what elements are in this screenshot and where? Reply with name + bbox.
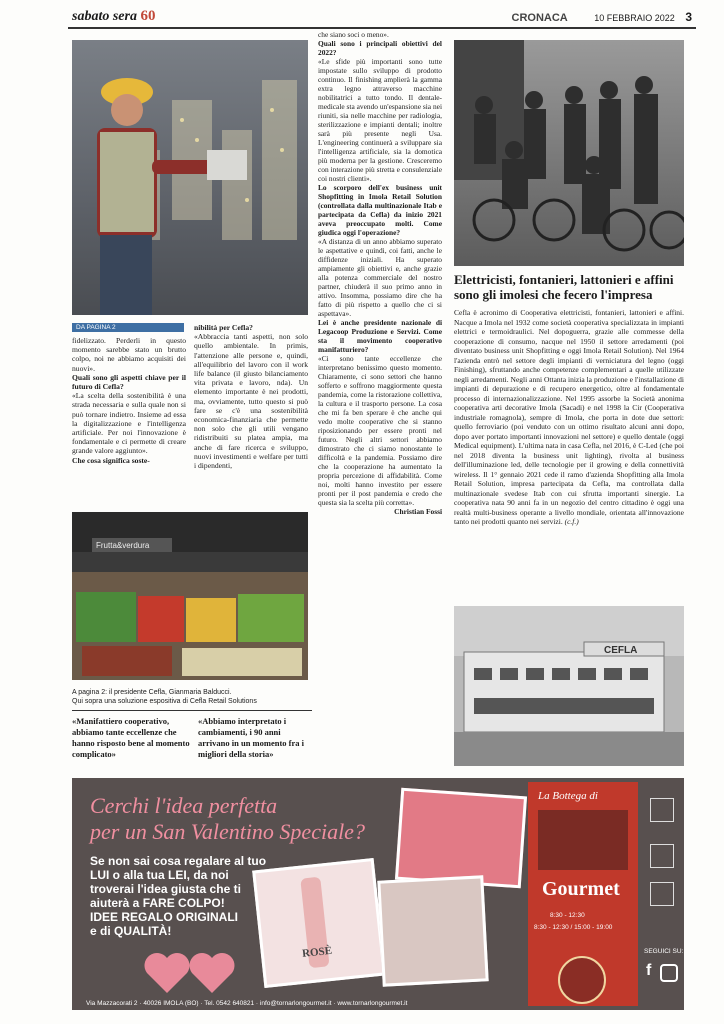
certification-icon-1 xyxy=(650,798,674,822)
heart-icon xyxy=(142,948,252,998)
worker-photo xyxy=(72,40,308,315)
col3-question-1: Quali sono i principali obiettivi del 2022? xyxy=(318,39,442,57)
ad-brand-panel xyxy=(528,782,638,1006)
ad-product-cups xyxy=(377,875,488,986)
col3-paragraph-1: «Le sfide più importanti sono tutte impostate sullo sviluppo di prodotto continuo. Il finishing amplierà la gamma extra legno attraverso macchine nobilitatrici a tutto tondo. Il dentale-medicale sta avendo un'espansione sia nei riuniti, sia nelle macchine per radiologia, sterilizzazione e impianti dentali; inoltre sarà più presente negli Usa. L'engineering continuerà a sviluppare sia l'intelligenza artificiale, sia la domotica più moderna per la gestione. Cresceremo con interazione più stretta e consulenziale coi nostri clienti». xyxy=(318,57,442,183)
article-col-3 xyxy=(318,30,442,516)
col3-question-2: Lo scorporo dell'ex business unit Shopfitting in Imola Retail Solution (controllata dalla multinazionale Itab e partecipata da Cefla) da inizio 2021 aveva preoccupato molti. Come giudica oggi l'operazione? xyxy=(318,183,442,237)
historic-group-photo xyxy=(454,40,684,266)
page-number-right: 3 xyxy=(685,10,692,24)
store-illustration xyxy=(72,512,308,680)
col2-paragraph: «Abbraccia tanti aspetti, non solo quello ambientale. In primis, l'attenzione alle persone e, quindi, all'equilibrio del lavoro con il work life balance (il giusto bilanciamento vita privata e lavoro, nda). Un elemento importante è nei prodotti, ma, ovviamente, tutto questo si può fare se c'è una sostenibilità economica-finanziaria che permette non solo che gli utili vengano ridistribuiti su platea ampia, ma anche di fare ricerca e sviluppo, nuovi investimenti e welfare per tutti i dipendenti, xyxy=(194,332,308,471)
box-headline: Elettricisti, fontanieri, lattonieri e affini sono gli imolesi che fecero l'impresa xyxy=(454,272,674,302)
pull-quote-right: «Abbiamo interpretato i cambiamenti, i 90 anni arrivano in un momento fra i migliori della storia» xyxy=(198,716,305,759)
brand-top: La Bottega di xyxy=(538,790,598,802)
hours-2: 8:30 - 12:30 / 15:00 - 19:00 xyxy=(534,924,613,931)
from-page-label: DA PAGINA 2 xyxy=(72,323,184,332)
masthead xyxy=(72,8,155,25)
building-photo xyxy=(454,606,684,766)
bottle-label: ROSÈ xyxy=(301,944,333,960)
col1-question-1: Quali sono gli aspetti chiave per il futuro di Cefla? xyxy=(72,372,186,392)
box-body-text: Cefla è acronimo di Cooperativa elettricisti, fontanieri, lattonieri e affini. Nacque a Imola nel 1932 come società cooperativa specializzata in impianti elettrici e termoidraulici. Nel dopoguerra, grazie alle commesse della cooperazione di consumo, nacque nel 1950 il settore arredamenti (poi diventato business unit Shopfitting e oggi Imola Retail Solution). Nel 1964 l'azienda entrò nel settore degli impianti di verniciatura del legno (oggi Finishing), sfruttando anche competenze complementari a quelle utilizzate negli arredamenti. Negli anni Ottanta inizia la produzione e l'installazione di impianti di depurazione e di recupero energetico, oltre al fondamentale processo di internazionalizzazione. Nel 1995 assorbe la Società anonima cooperativa arti decorative Imola (Sacadi) e nel 1998 la Cir (Cooperativa industriale romagnola), sempre di Imola, che porta in dote due settori: quello ferroviario (poi venduto con un ottimo risultato alcuni anni dopo, dopo aver portato importanti innovazioni nel settore) e quello dentale (oggi Medical equipment). L'ultima nata in casa Cefla, nel 2016, è C-Led (che poi nel 2018 diventa la business unit lighting), rivolta al business dell'illuminazione led, delle tecnologie per il growing e della connettività wireless. Il 1° gennaio 2021 cede il ramo d'azienda Shopfitting alla Imola Retail Solution, impresa partecipata da Cefla, ma controllata dalla multinazionale svedese Itab con cui sfrutta importanti sinergie. La cooperativa nata 90 anni fa in un negozio del centro cittadino è oggi una realtà multi-business operante a livello mondiale, orientata all'innovazione tanto nei prodotti quanto nei servizi. xyxy=(454,308,684,526)
worker-illustration xyxy=(72,40,308,315)
col1-paragraph-1: fidelizzato. Perderli in questo momento sarebbe stato un brutto colpo, noi ne abbiamo acquisiti dei nuovi». xyxy=(72,336,186,373)
ad-title-line-1: Cerchi l'idea perfetta xyxy=(90,793,278,818)
brand-images xyxy=(538,810,628,870)
hours-1: 8:30 - 12:30 xyxy=(550,912,585,919)
certification-icon-2 xyxy=(650,844,674,868)
brand-seal-icon xyxy=(558,956,606,1004)
ad-title-line-2: per un San Valentino Speciale? xyxy=(90,819,365,844)
ad-footer: Via Mazzacorati 2 · 40026 IMOLA (BO) · Tel. 0542 640821 · info@tornarlongourmet.it · www.tornarlongourmet.it xyxy=(86,1000,408,1007)
group-illustration xyxy=(454,40,684,266)
building-sign: CEFLA xyxy=(604,645,638,656)
caption-line-2: Qui sopra una soluzione espositiva di Cefla Retail Solutions xyxy=(72,698,257,705)
col3-question-3: Lei è anche presidente nazionale di Legacoop Produzione e Servizi. Come sta il movimento cooperativo manifatturiero? xyxy=(318,318,442,354)
ad-line-3: troverai l'idea giusta che ti xyxy=(90,882,241,896)
col1-paragraph-2: «La scelta della sostenibilità è una strada necessaria e sulla quale non si può tornare indietro. Insieme ad essa la digitalizzazione e l'intelligenza artificiale. Per noi l'innovazione è fondamentale e ci permette di creare grande valore aggiunto». xyxy=(72,391,186,456)
section-header xyxy=(512,10,693,24)
ad-product-wine xyxy=(252,858,386,988)
col3-paragraph-0: che siano soci o meno». xyxy=(318,30,389,39)
page-number-left: 60 xyxy=(140,8,156,24)
ad-line-5: IDEE REGALO ORIGINALI xyxy=(90,910,239,924)
store-sign: Frutta&verdura xyxy=(96,541,150,550)
issue-date: 10 FEBBRAIO 2022 xyxy=(594,13,675,23)
ad-line-1: Se non sai cosa regalare al tuo xyxy=(90,854,267,868)
box-signature: (c.f.) xyxy=(564,517,579,526)
brand-name: Gourmet xyxy=(542,878,620,900)
col3-paragraph-3: «Ci sono tante eccellenze che interpretano benissimo questo momento. Chiaramente, ci sono settori che hanno sofferto e soffrono maggiormente questa pandemia, come la ristorazione collettiva, la cultura e il trasporto persone. La cosa che mi fa ben sperare è che anche qui vedo molte cooperative che si stanno riposizionando per essere pronti nel futuro. Negli altri settori abbiamo dimostrato che ci siamo nonostante le difficoltà e la pandemia. Possiamo dire che la cooperazione ha aumentato la propria percezione di affidabilità. Come noi, molti hanno investito per essere pronti per il post pandemia e credo che questa sia la scelta più corretta». xyxy=(318,354,442,507)
section-name: CRONACA xyxy=(511,12,568,24)
valentine-ad xyxy=(72,778,684,1010)
col3-paragraph-2: «A distanza di un anno abbiamo superato le aspettative e quindi, coi fatti, anche le diffidenze iniziali. Ha superato ampiamente gli obiettivi e, anche grazie alla potenza commerciale del nostro partner, chiuderà il suo primo anno in attivo. Insomma, possiamo dire che ha fatto di più rispetto a quello che ci si aspettava». xyxy=(318,237,442,318)
facebook-icon[interactable]: f xyxy=(646,962,652,979)
byline: Christian Fossi xyxy=(394,507,442,516)
box-body xyxy=(454,308,684,527)
ad-line-2: LUI o alla tua LEI, da noi xyxy=(90,868,229,882)
pull-quote-left: «Manifattiero cooperativo, abbiamo tante eccellenze che hanno risposto bene al momento complicato» xyxy=(72,716,190,759)
col2-question: nibilità per Cefla? xyxy=(194,323,253,332)
masthead-title: sabato sera xyxy=(72,9,137,24)
ad-line-6: e di QUALITÀ! xyxy=(90,924,172,938)
building-illustration xyxy=(454,606,684,766)
follow-label: SEGUICI SU: xyxy=(644,948,684,955)
col1-question-2: Che cosa significa soste- xyxy=(72,455,150,465)
certification-icon-3 xyxy=(650,882,674,906)
photo-caption xyxy=(72,688,312,706)
article-col-1 xyxy=(72,336,186,465)
ad-product-gift xyxy=(395,788,527,889)
caption-line-1: A pagina 2: il presidente Cefla, Gianmaria Balducci. xyxy=(72,689,232,696)
ad-line-4: aiuterà a FARE COLPO! xyxy=(90,896,225,910)
article-col-2 xyxy=(194,323,308,470)
store-photo xyxy=(72,512,308,680)
instagram-icon[interactable] xyxy=(660,964,678,982)
header-rule xyxy=(68,27,696,29)
caption-rule xyxy=(72,710,312,711)
